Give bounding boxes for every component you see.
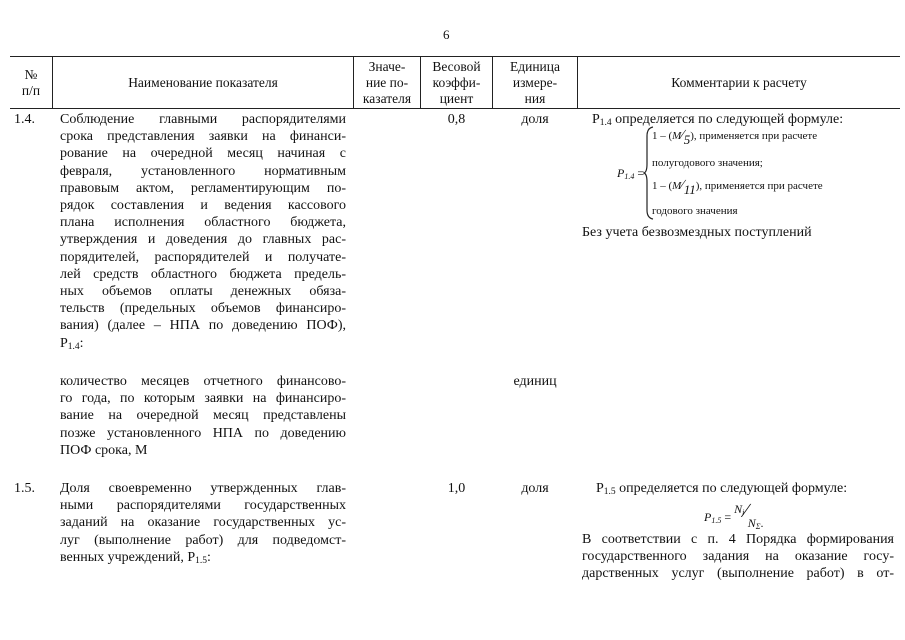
row-1-5-comment-body: В соответствии с п. 4 Порядка формирования государственного задания на оказание госу- дарственных услуг (выполнение работ) в от- [582,532,894,582]
table-header-bottom-border [10,108,900,109]
row-1-4-sub-name: количество месяцев отчетного финансово- го года, по которым заявки на финансиро- вание на очередной месяц представлены позже установленного НПА по доведению ПОФ срока, М [60,374,346,458]
header-comment: Комментарии к расчету [671,74,807,90]
row-1-4-comment-tail: Без учета безвозмездных поступлений [582,225,812,240]
page-number: 6 [443,27,450,42]
row-1-5-number: 1.5. [14,481,35,496]
formula-1-4-case-1: 1 – (M∕5), применяется при расчете [652,128,818,147]
formula-1-4-case-1-line-2: полугодового значения; [652,157,763,169]
header-value: Значе- ние по- казателя [362,58,412,106]
row-1-4-name: Соблюдение главными распорядителями срока представления заявки на финанси- рование на очередной месяц начиная с февраля, установленного нормативным правовым актом, регламентирующим по- рядок составления и ведения кассового плана исполнения областного бюджета, утверждения и доведения до главных рас- порядителей, распорядителей и получате- лей средств областного бюджета предель- ных объемов оплаты денежных обяза- тельств (предельных объемов финансиро- вания) (далее – НПА по доведению ПОФ), $P_{1.4}$: [60,112,346,352]
row-1-5-unit: доля [521,481,549,496]
header-num: № п/п [21,66,41,98]
formula-1-5: $P_{1.5}$ = $N_i∕N_\Sigma$. [704,500,764,531]
header-weight: Весовой коэффи- циент [432,58,481,106]
formula-1-4-lhs: $P_{1.4}$ = [617,166,645,181]
formula-1-4-case-2: 1 – (M∕11), применяется при расчете [652,178,823,197]
row-1-5-comment-head: $P_{1.5}$ определяется по следующей формуле: [596,481,848,497]
row-1-5-name: Доля своевременно утвержденных глав- ными распорядителями государственных заданий на оказание государственных ус- луг (выполнение работ) для подведомст- венных учреждений, $P_{1.5}$: [60,481,346,566]
row-1-4-unit: доля [521,112,549,127]
row-1-4-number: 1.4. [14,112,35,127]
formula-1-4-case-2-line-2: годового значения [652,205,738,217]
row-1-5-weight: 1,0 [447,481,466,496]
row-1-4-sub-unit: единиц [513,374,557,389]
row-1-4-weight: 0,8 [447,112,466,127]
header-name: Наименование показателя [128,74,278,90]
row-1-4-comment-head: $P_{1.4}$ определяется по следующей формуле: [592,112,844,128]
header-unit: Единица измере- ния [509,58,560,106]
